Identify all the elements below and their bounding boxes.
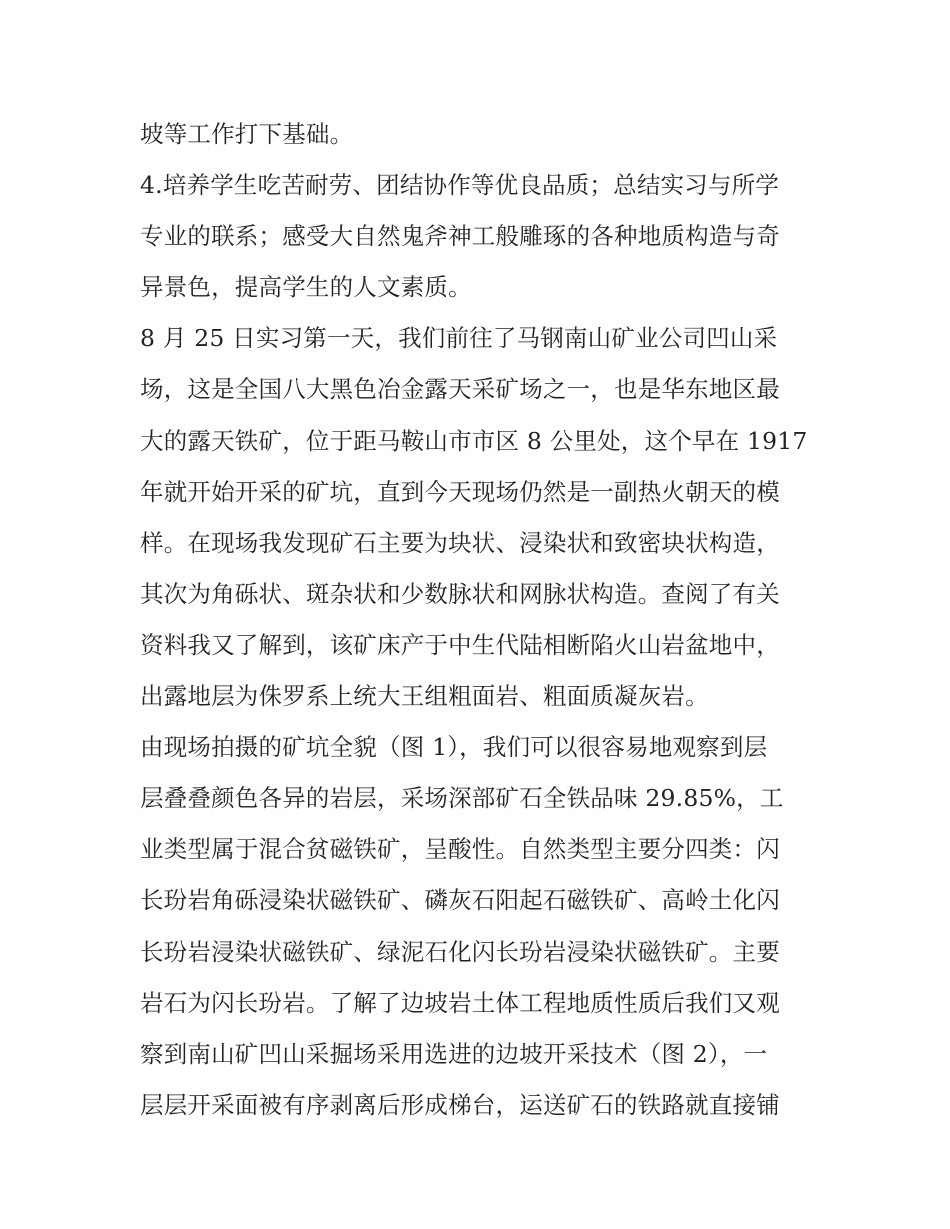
text-line: 层层开采面被有序剥离后形成梯台，运送矿石的铁路就直接铺	[140, 1090, 780, 1119]
text-line: 由现场拍摄的矿坑全貌（图 1），我们可以很容易地观察到层	[140, 733, 768, 762]
text-line: 出露地层为侏罗系上统大王组粗面岩、粗面质凝灰岩。	[140, 682, 709, 711]
text-line: 其次为角砾状、斑杂状和少数脉状和网脉状构造。查阅了有关	[140, 579, 780, 608]
text-line: 坡等工作打下基础。	[140, 120, 354, 148]
text-line: 业类型属于混合贫磁铁矿，呈酸性。自然类型主要分四类：闪	[140, 835, 780, 864]
text-line: 8 月 25 日实习第一天，我们前往了马钢南山矿业公司凹山采	[140, 324, 778, 353]
text-line: 专业的联系；感受大自然鬼斧神工般雕琢的各种地质构造与奇	[140, 222, 780, 251]
document-body	[140, 109, 830, 1131]
text-line: 层叠叠颜色各异的岩层，采场深部矿石全铁品味 29.85%，工	[140, 784, 784, 813]
text-line: 4.培养学生吃苦耐劳、团结协作等优良品质；总结实习与所学	[140, 171, 780, 200]
text-line: 年就开始开采的矿坑，直到今天现场仍然是一副热火朝天的模	[140, 477, 780, 506]
text-line: 场，这是全国八大黑色冶金露天采矿场之一，也是华东地区最	[140, 375, 780, 404]
text-line: 长玢岩角砾浸染状磁铁矿、磷灰石阳起石磁铁矿、高岭土化闪	[140, 886, 780, 915]
text-line: 岩石为闪长玢岩。了解了边坡岩土体工程地质性质后我们又观	[140, 988, 780, 1017]
text-line: 长玢岩浸染状磁铁矿、绿泥石化闪长玢岩浸染状磁铁矿。主要	[140, 937, 780, 966]
text-line: 资料我又了解到，该矿床产于中生代陆相断陷火山岩盆地中，	[140, 630, 780, 659]
text-line: 大的露天铁矿，位于距马鞍山市市区 8 公里处，这个早在 1917	[140, 426, 808, 455]
text-line: 样。在现场我发现矿石主要为块状、浸染状和致密块状构造，	[140, 528, 780, 557]
text-line: 异景色，提高学生的人文素质。	[140, 273, 472, 302]
text-line: 察到南山矿凹山采掘场采用选进的边坡开采技术（图 2），一	[140, 1039, 768, 1068]
